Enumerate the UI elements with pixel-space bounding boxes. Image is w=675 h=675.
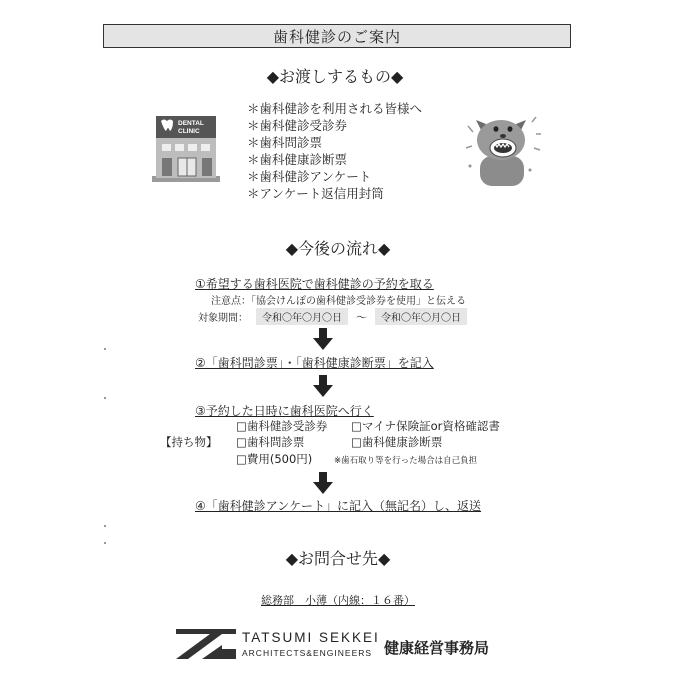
belongings-note: ※歯石取り等を行った場合は自己負担 [334, 456, 478, 466]
target-period [198, 308, 467, 325]
down-arrow-icon [313, 472, 333, 494]
step-4: ④「歯科健診アンケート」に記入（無記名）し、返送 [195, 499, 482, 513]
scan-mark [104, 542, 106, 544]
period-start: 令和〇年〇月〇日 [256, 308, 348, 325]
contact-heading: ◆お問合せ先◆ [285, 549, 391, 568]
list-item: ＊歯科健診を利用される皆様へ [247, 101, 423, 116]
page-title [103, 24, 571, 48]
scan-mark [104, 348, 106, 350]
period-separator: ～ [356, 310, 367, 324]
tatsumi-logo-icon [176, 629, 236, 659]
list-item: ＊歯科問診票 [247, 135, 323, 150]
belonging-item: □費用(500円) [236, 452, 313, 466]
list-item: ＊歯科健診受診券 [247, 118, 348, 133]
down-arrow-icon [313, 375, 333, 397]
step-2: ②「歯科問診票」・「歯科健康診断票」を記入 [195, 356, 434, 370]
list-item: ＊歯科健康診断票 [247, 152, 348, 167]
belonging-item: □マイナ保険証or資格確認書 [351, 419, 500, 433]
clinic-sign-line1: DENTAL [178, 120, 204, 127]
down-arrow-icon [313, 328, 333, 350]
documents-list [247, 100, 422, 202]
scan-mark [104, 397, 106, 399]
belonging-item: □歯科健診受診券 [236, 419, 328, 433]
period-label: 対象期間： [198, 313, 248, 324]
documents-heading: ◆お渡しするもの◆ [266, 67, 404, 86]
step-1: ①希望する歯科医院で歯科健診の予約を取る [195, 277, 434, 291]
company-tagline: ARCHITECTS&ENGINEERS [242, 648, 373, 658]
dog-illustration-icon [462, 108, 542, 190]
dental-clinic-icon [148, 114, 224, 186]
contact-info: 総務部 小薄（内線：１６番） [261, 594, 415, 607]
belongings-label: 【持ち物】 [160, 435, 218, 449]
step-1-note: 注意点：「協会けんぽの歯科健診受診券を使用」と伝える [211, 296, 466, 307]
list-item: ＊アンケート返信用封筒 [247, 186, 384, 201]
clinic-sign-line2: CLINIC [178, 128, 200, 135]
belonging-item: □歯科健康診断票 [351, 435, 443, 449]
flow-heading: ◆今後の流れ◆ [285, 239, 391, 258]
step-3: ③予約した日時に歯科医院へ行く [195, 404, 374, 418]
belonging-item: □歯科問診票 [236, 435, 305, 449]
period-end: 令和〇年〇月〇日 [375, 308, 467, 325]
department-name: 健康経営事務局 [384, 639, 490, 657]
page-title-text: 歯科健診のご案内 [272, 27, 401, 46]
company-name: TATSUMI SEKKEI [242, 630, 380, 645]
scan-mark [104, 525, 106, 527]
list-item: ＊歯科健診アンケート [247, 169, 372, 184]
